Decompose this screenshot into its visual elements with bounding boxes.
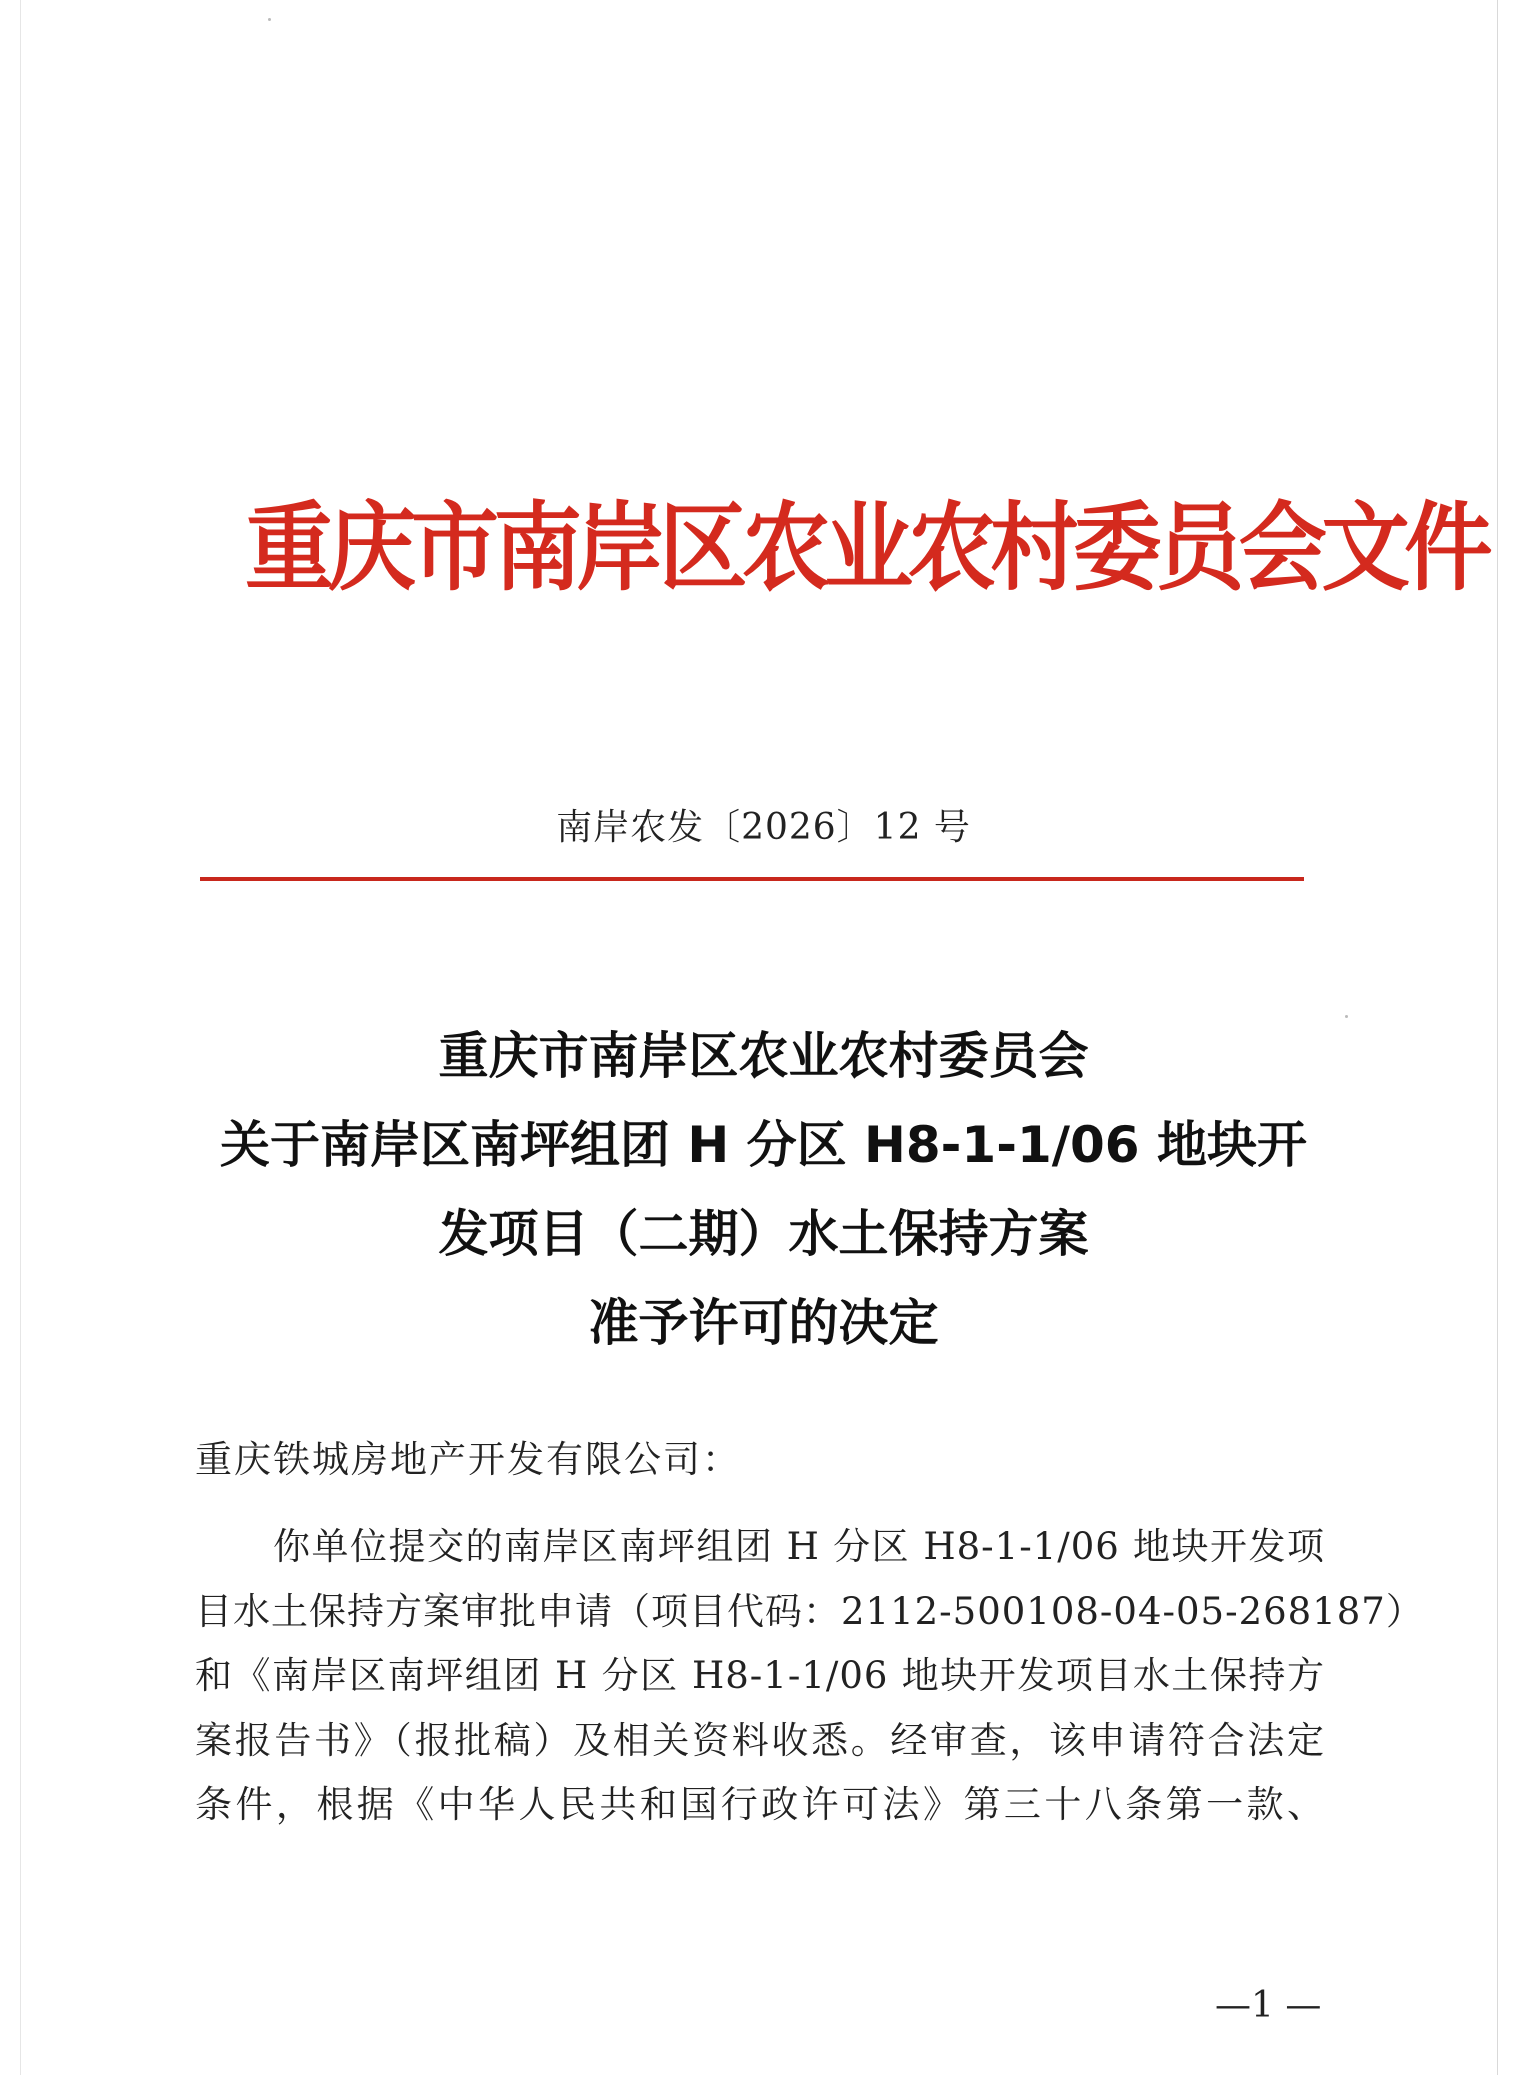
title-line: 发项目（二期）水土保持方案 (438, 1205, 1089, 1263)
red-divider-line (200, 877, 1304, 881)
title-line: 准予许可的决定 (588, 1294, 939, 1352)
body-line: 和《南岸区南坪组团 H 分区 H8-1-1/06 地块开发项目水土保持方 (195, 1654, 1325, 1697)
title-line: 重庆市南岸区农业农村委员会 (438, 1027, 1089, 1085)
body-line: 条件，根据《中华人民共和国行政许可法》第三十八条第一款、 (195, 1783, 1325, 1826)
page-number: —1 — (1215, 1985, 1322, 2026)
document-number: 南岸农发〔2026〕12 号 (556, 807, 971, 848)
scan-edge-right (1497, 0, 1498, 2075)
title-line: 关于南岸区南坪组团 H 分区 H8-1-1/06 地块开 (219, 1116, 1308, 1174)
scan-speck (268, 18, 271, 21)
body-line: 案报告书》（报批稿）及相关资料收悉。经审查，该申请符合法定 (195, 1718, 1325, 1762)
document-masthead: 重庆市南岸区农业农村委员会文件 (245, 492, 1488, 604)
scan-edge-left (20, 0, 21, 2075)
body-line: 你单位提交的南岸区南坪组团 H 分区 H8-1-1/06 地块开发项 (273, 1525, 1325, 1568)
body-paragraph (195, 1515, 1424, 1838)
salutation: 重庆铁城房地产开发有限公司： (195, 1438, 741, 1481)
document-title (150, 1012, 1377, 1368)
body-line: 目水土保持方案审批申请（项目代码：2112-500108-04-05-268187） (195, 1589, 1424, 1633)
